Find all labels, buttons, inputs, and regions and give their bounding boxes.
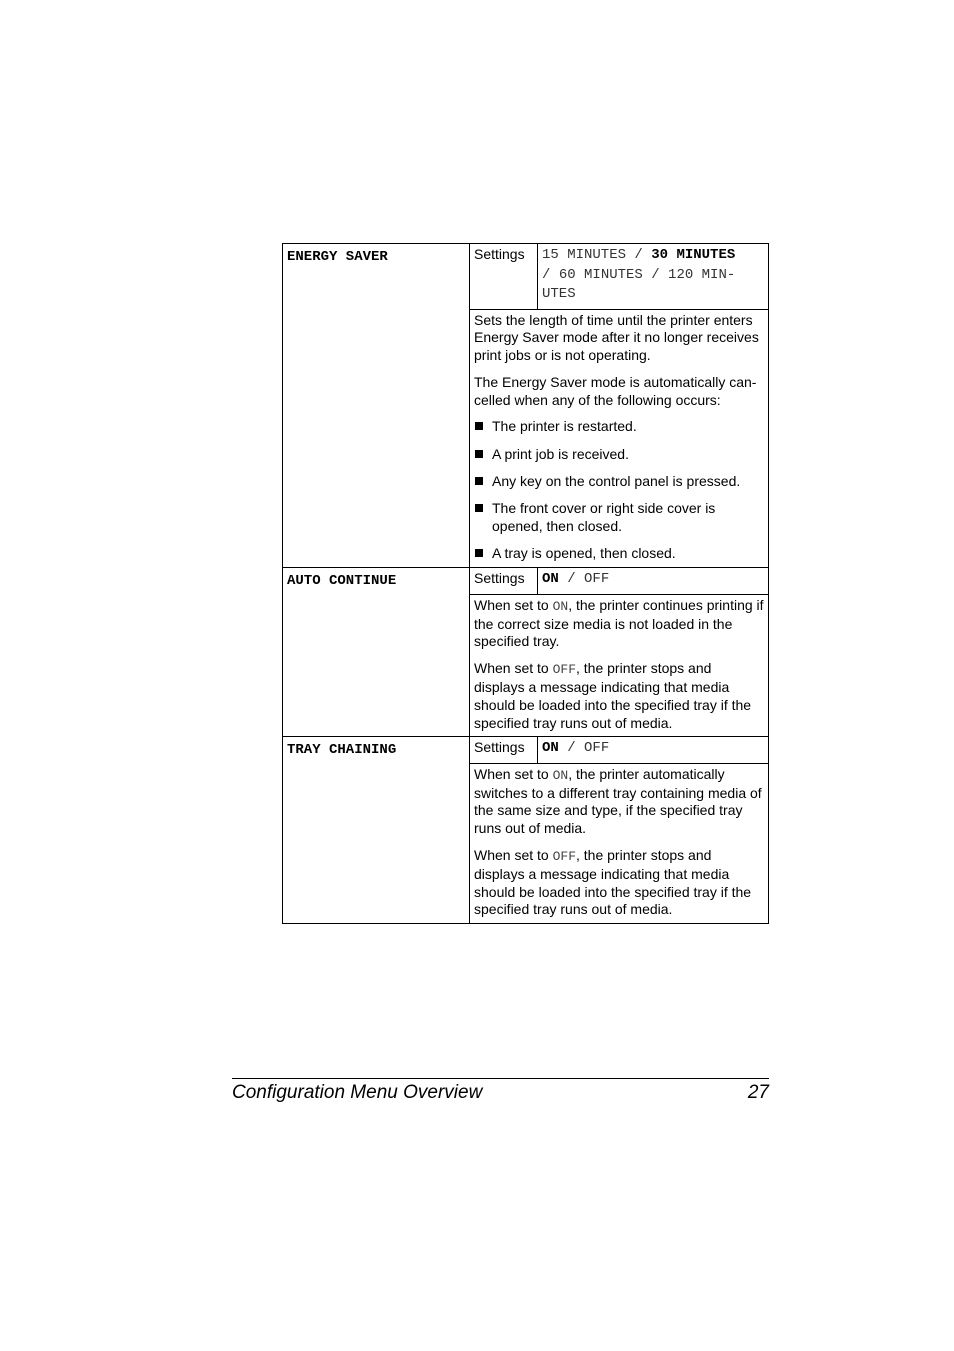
auto-continue-values: [538, 568, 768, 594]
square-bullet-icon: [475, 504, 483, 512]
energy-saver-values: [538, 244, 768, 309]
value-separator: /: [542, 266, 559, 283]
list-item-text: Any key on the control panel is pressed.: [492, 473, 741, 490]
energy-saver-name: ENERGY SAVER: [287, 249, 388, 265]
auto-continue-name-cell: [283, 568, 470, 737]
auto-continue-off-desc: [474, 660, 764, 732]
tray-chaining-name: TRAY CHAINING: [287, 742, 397, 759]
tray-chaining-name-cell: [283, 737, 470, 924]
energy-saver-value-120: 120 MIN-UTES: [542, 266, 736, 302]
auto-continue-name: AUTO CONTINUE: [287, 573, 397, 590]
tray-chaining-values: [538, 737, 768, 763]
desc-text: When set to: [474, 660, 553, 677]
energy-saver-name-cell: [283, 244, 470, 568]
settings-label-cell: [470, 568, 538, 595]
list-item: [474, 418, 764, 436]
settings-label: Settings: [474, 739, 525, 756]
energy-saver-conditions-list: [474, 418, 764, 563]
auto-continue-settings-row: [283, 568, 769, 595]
energy-saver-desc-1: Sets the length of time until the printer enters Energy Saver mode after it no longer receives print jobs or is not operating.: [474, 311, 759, 364]
list-item-text: The printer is restarted.: [492, 418, 637, 435]
desc-text: When set to: [474, 847, 553, 864]
tray-chaining-value-on-default: ON: [542, 740, 559, 757]
square-bullet-icon: [475, 422, 483, 430]
energy-saver-value-30-default: 30 MINUTES: [651, 247, 736, 263]
auto-continue-value-on-default: ON: [542, 571, 559, 588]
desc-code-on: ON: [552, 598, 569, 614]
footer-section-title: Configuration Menu Overview: [232, 1082, 483, 1103]
desc-code-off: OFF: [552, 662, 576, 678]
desc-text: , the printer stops and displays a message indicating that media should be loaded into the specified tray if the specified tray runs out of media.: [474, 660, 752, 731]
desc-text: When set to: [474, 596, 553, 613]
square-bullet-icon: [475, 477, 483, 485]
tray-chaining-values-cell: [538, 737, 769, 764]
list-item: [474, 473, 764, 491]
value-separator: /: [642, 266, 669, 283]
desc-text: When set to: [474, 765, 553, 782]
auto-continue-values-cell: [538, 568, 769, 595]
energy-saver-settings-row: [283, 244, 769, 310]
list-item-text: The front cover or right side cover is opened, then closed.: [492, 500, 716, 535]
square-bullet-icon: [475, 450, 483, 458]
tray-chaining-settings-row: [283, 737, 769, 764]
settings-label-cell: [470, 244, 538, 310]
desc-code-on: ON: [552, 767, 569, 783]
desc-text: , the printer stops and displays a message indicating that media should be loaded into the specified tray if the specified tray runs out of media.: [474, 847, 752, 918]
tray-chaining-value-off: OFF: [584, 740, 610, 757]
list-item-text: A print job is received.: [492, 445, 629, 462]
list-item: [474, 500, 764, 536]
desc-text: , the printer continues printing if the correct size media is not loaded in the specified tray.: [474, 596, 764, 650]
tray-chaining-description-cell: [470, 763, 769, 923]
desc-code-off: OFF: [552, 849, 576, 865]
energy-saver-desc-2: The Energy Saver mode is automatically can-celled when any of the following occurs:: [474, 373, 757, 408]
value-separator: /: [558, 571, 585, 588]
desc-text: , the printer automatically switches to a different tray containing media of the same size and type, if the specified tray runs out of media.: [474, 765, 762, 837]
settings-label: Settings: [474, 570, 525, 587]
list-item: [474, 545, 764, 563]
tray-chaining-off-desc: [474, 847, 764, 919]
list-item-text: A tray is opened, then closed.: [492, 545, 676, 562]
energy-saver-description-cell: [470, 309, 769, 568]
page-number: 27: [747, 1082, 769, 1103]
auto-continue-on-desc: [474, 597, 764, 651]
config-menu-table: [282, 243, 769, 924]
energy-saver-value-60: 60 MINUTES: [558, 266, 643, 283]
auto-continue-description-cell: [470, 594, 769, 737]
square-bullet-icon: [475, 549, 483, 557]
list-item: [474, 446, 764, 464]
footer-divider: [232, 1078, 769, 1079]
energy-saver-value-15: 15 MINUTES: [542, 247, 627, 263]
settings-label-cell: [470, 737, 538, 764]
energy-saver-values-cell: [538, 244, 769, 310]
value-separator: /: [558, 740, 585, 757]
value-separator: /: [626, 247, 652, 263]
tray-chaining-on-desc: [474, 766, 764, 838]
settings-label: Settings: [474, 246, 525, 262]
auto-continue-value-off: OFF: [584, 571, 610, 588]
